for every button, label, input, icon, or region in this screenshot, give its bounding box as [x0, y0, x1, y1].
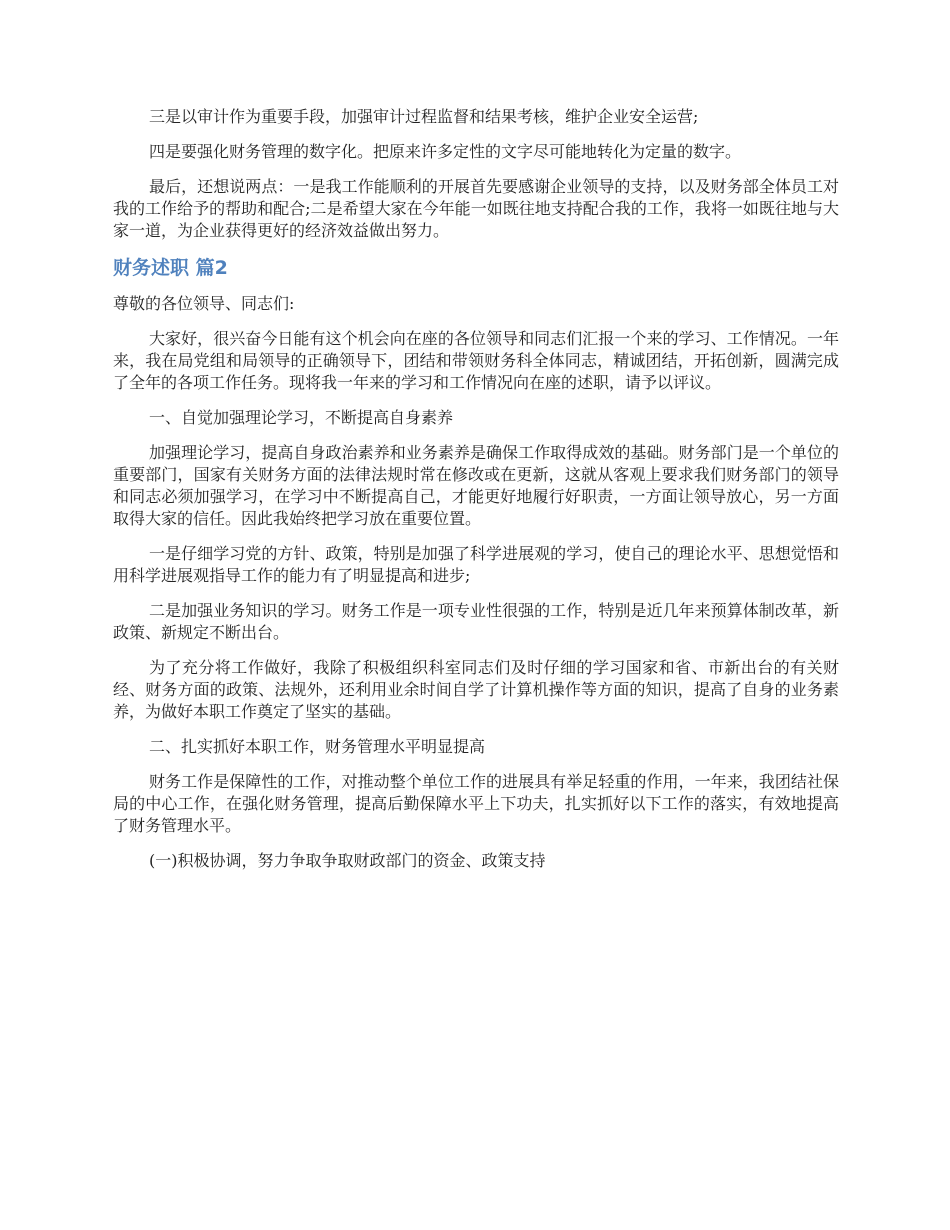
subheading-core-work: 二、扎实抓好本职工作，财务管理水平明显提高 — [149, 737, 486, 756]
document-page — [113, 106, 839, 885]
paragraph-audit: 三是以审计作为重要手段，加强审计过程监督和结果考核，维护企业安全运营; — [149, 107, 699, 126]
paragraph-core-work: 财务工作是保障性的工作，对推动整个单位工作的进展具有举足轻重的作用，一年来，我团结社保局的中心工作，在强化财务管理，提高后勤保障水平上下功夫，扎实抓好以下工作的落实，有效地提高了财务管理水平。 — [113, 772, 839, 835]
paragraph-coordination: (一)积极协调，努力争取争取财政部门的资金、政策支持 — [149, 851, 546, 870]
paragraph-self-study: 为了充分将工作做好，我除了积极组织科室同志们及时仔细的学习国家和省、市新出台的有关财经、财务方面的政策、法规外，还利用业余时间自学了计算机操作等方面的知识，提高了自身的业务素养，为做好本职工作奠定了坚实的基础。 — [113, 658, 839, 721]
paragraph-digitalization: 四是要强化财务管理的数字化。把原来许多定性的文字尽可能地转化为定量的数字。 — [149, 142, 742, 161]
paragraph-intro: 大家好，很兴奋今日能有这个机会向在座的各位领导和同志们汇报一个来的学习、工作情况。一年来，我在局党组和局领导的正确领导下，团结和带领财务科全体同志，精诚团结，开拓创新，圆满完成了全年的各项工作任务。现将我一年来的学习和工作情况向在座的述职，请予以评议。 — [113, 329, 839, 392]
paragraph-party-policy: 一是仔细学习党的方针、政策，特别是加强了科学进展观的学习，使自己的理论水平、思想觉悟和用科学进展观指导工作的能力有了明显提高和进步; — [113, 544, 839, 585]
paragraph-closing: 最后，还想说两点：一是我工作能顺利的开展首先要感谢企业领导的支持，以及财务部全体员工对我的工作给予的帮助和配合;二是希望大家在今年能一如既往地支持配合我的工作，我将一如既往地与大家一道，为企业获得更好的经济效益做出努力。 — [113, 177, 839, 240]
section-heading: 财务述职 篇2 — [113, 257, 228, 279]
salutation: 尊敬的各位领导、同志们: — [113, 294, 295, 313]
subheading-theory-study: 一、自觉加强理论学习，不断提高自身素养 — [149, 408, 454, 427]
paragraph-business-knowledge: 二是加强业务知识的学习。财务工作是一项专业性很强的工作，特别是近几年来预算体制改革，新政策、新规定不断出台。 — [113, 601, 839, 642]
paragraph-theory-study: 加强理论学习，提高自身政治素养和业务素养是确保工作取得成效的基础。财务部门是一个单位的重要部门，国家有关财务方面的法律法规时常在修改或在更新，这就从客观上要求我们财务部门的领导和同志必须加强学习，在学习中不断提高自己，才能更好地履行好职责，一方面让领导放心，另一方面取得大家的信任。因此我始终把学习放在重要位置。 — [113, 443, 839, 528]
